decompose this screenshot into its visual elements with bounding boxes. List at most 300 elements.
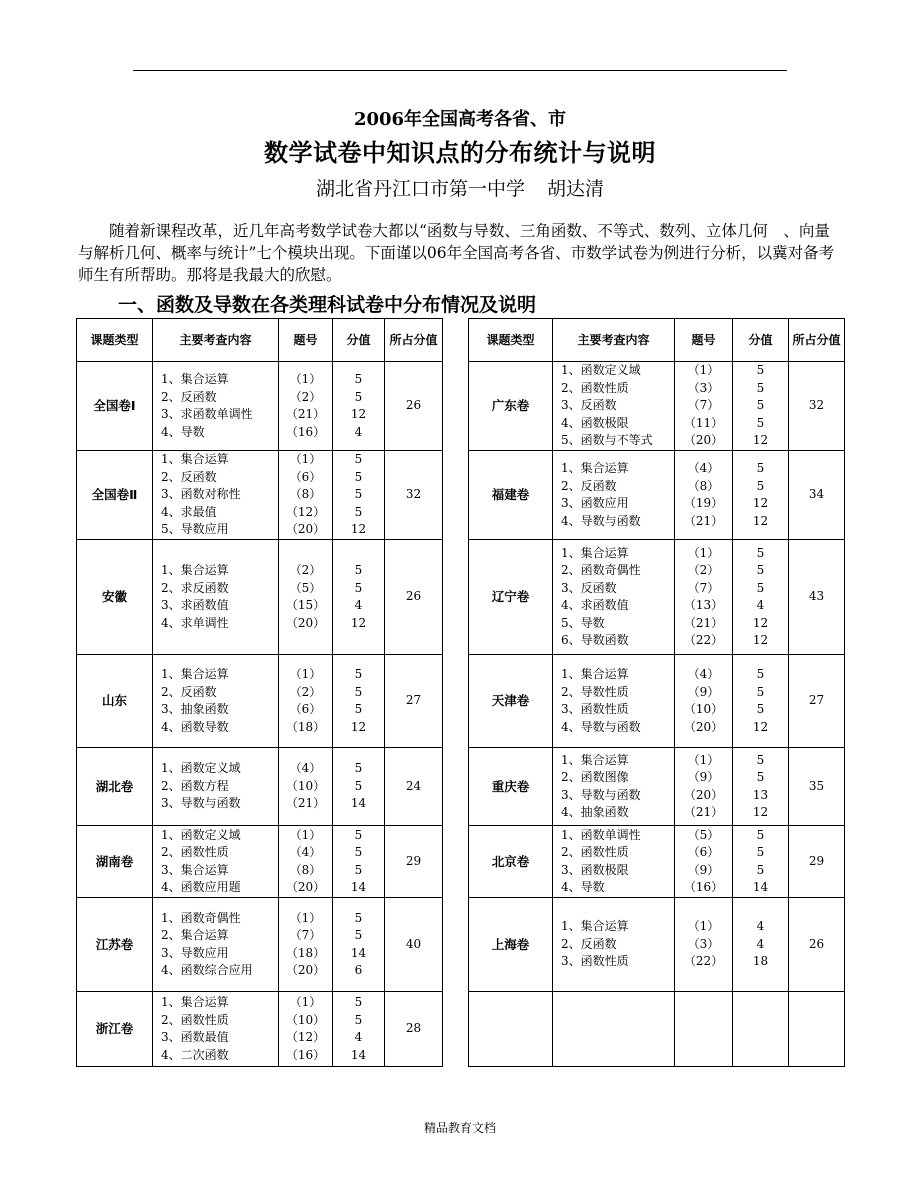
empty-cell-right (789, 992, 845, 1067)
score-list-right (733, 826, 789, 898)
score-list-left-line: 12 (350, 522, 367, 537)
section-title: 一、函数及导数在各类理科试卷中分布情况及说明 (118, 294, 537, 316)
content-list-right (553, 451, 675, 540)
score-list-left (333, 898, 385, 992)
number-list-left-line: （1） (289, 827, 322, 842)
content-list-right-line: 2、函数图像 (561, 770, 629, 784)
score-list-left-line: 5 (354, 469, 363, 484)
score-list-left (333, 362, 385, 451)
intro-paragraph: 随着新课程改革，近几年高考数学试卷大都以“函数与导数、三角函数、不等式、数列、立体几何 、向量与解析几何、概率与统计”七个模块出现。下面谨以06年全国高考各省、市数学试卷为例进行分析，以冀对备考师生有所帮助。那将是我最大的欣慰。 (78, 222, 835, 284)
number-list-left-line: （20） (285, 615, 326, 630)
score-list-right (733, 655, 789, 748)
score-list-left-line: 14 (350, 1047, 367, 1062)
score-list-right-line: 4 (756, 919, 765, 934)
score-list-left-line: 5 (354, 827, 363, 842)
number-list-left-line: （10） (285, 778, 326, 793)
header-rule (133, 70, 787, 71)
content-list-right-line: 2、函数性质 (561, 380, 629, 395)
number-list-right-line: （13） (683, 598, 724, 612)
table-header-row (77, 319, 845, 362)
score-list-left-line: 14 (350, 796, 367, 811)
total-score-left: 29 (385, 826, 443, 898)
score-list-right-line: 4 (756, 936, 765, 951)
number-list-left-line: （1） (289, 372, 322, 386)
score-list-left (333, 992, 385, 1067)
number-list-left (279, 826, 333, 898)
score-list-left (333, 451, 385, 540)
score-list-right-line: 4 (756, 598, 765, 612)
paper-name-left: 安徽 (77, 540, 153, 655)
score-list-right-line: 12 (752, 513, 769, 528)
empty-cell-right (469, 992, 553, 1067)
number-list-left-line: （5） (289, 580, 322, 595)
number-list-right-line: （6） (687, 845, 720, 859)
content-list-right-line: 4、函数极限 (561, 415, 629, 430)
total-score-left: 40 (385, 898, 443, 992)
table-gap (443, 898, 469, 992)
number-list-left-line: （12） (285, 504, 326, 519)
content-list-left-line: 3、求函数值 (161, 598, 229, 612)
content-list-left-line: 1、集合运算 (161, 452, 229, 467)
header-score: 分值 (333, 319, 385, 362)
paper-name-right: 辽宁卷 (469, 540, 553, 655)
content-list-right-line: 1、集合运算 (561, 461, 629, 475)
content-list-left (153, 748, 279, 826)
score-list-right-line: 5 (756, 770, 765, 784)
paper-name-left: 全国卷Ⅰ (77, 362, 153, 451)
table-row (77, 748, 845, 826)
content-list-left (153, 451, 279, 540)
score-list-right-line: 5 (756, 380, 765, 395)
number-list-left-line: （18） (285, 945, 326, 960)
content-list-right-line: 4、求函数值 (561, 598, 629, 612)
content-list-left-line: 3、函数对称性 (161, 487, 241, 502)
number-list-left (279, 748, 333, 826)
content-list-right (553, 655, 675, 748)
score-list-left (333, 748, 385, 826)
score-list-left (333, 540, 385, 655)
content-list-right-line: 3、函数性质 (561, 954, 629, 969)
content-list-right-line: 3、反函数 (561, 398, 617, 413)
content-list-right-line: 2、函数奇偶性 (561, 563, 641, 577)
score-list-right-line: 12 (752, 433, 769, 448)
number-list-right-line: （20） (683, 433, 724, 448)
number-list-left (279, 992, 333, 1067)
content-list-right-line: 6、导数函数 (561, 633, 629, 647)
score-list-right-line: 14 (752, 880, 769, 894)
header-score-right: 分值 (733, 319, 789, 362)
content-list-right-line: 1、集合运算 (561, 545, 629, 560)
table-row (77, 655, 845, 748)
score-list-right-line: 5 (756, 461, 765, 475)
number-list-left (279, 898, 333, 992)
content-list-left-line: 1、集合运算 (161, 372, 229, 386)
total-score-left: 26 (385, 540, 443, 655)
header-share-right: 所占分值 (789, 319, 845, 362)
empty-cell-right (553, 992, 675, 1067)
title-line-1: 2006年全国高考各省、市 (353, 109, 567, 130)
number-list-left-line: （7） (289, 928, 322, 942)
number-list-right-line: （7） (687, 580, 720, 595)
score-list-right-line: 12 (752, 719, 769, 734)
score-list-left-line: 12 (350, 615, 367, 630)
score-list-right-line: 12 (752, 633, 769, 647)
table-gap (443, 992, 469, 1067)
content-list-left-line: 4、二次函数 (161, 1047, 229, 1062)
content-list-left-line: 1、集合运算 (161, 563, 229, 577)
score-list-left-line: 14 (350, 945, 367, 960)
total-score-left: 26 (385, 362, 443, 451)
total-score-right: 43 (789, 540, 845, 655)
table-row (77, 540, 845, 655)
score-list-right-line: 12 (752, 805, 769, 819)
content-list-left-line: 2、函数方程 (161, 778, 229, 793)
number-list-left-line: （16） (285, 1047, 326, 1062)
paper-name-right: 北京卷 (469, 826, 553, 898)
table-row (77, 362, 845, 451)
header-content: 主要考查内容 (153, 319, 279, 362)
paper-name-right: 上海卷 (469, 898, 553, 992)
empty-cell-right (675, 992, 733, 1067)
score-list-right-line: 5 (756, 702, 765, 716)
score-list-right-line: 5 (756, 667, 765, 681)
content-list-right-line: 2、反函数 (561, 478, 617, 493)
score-list-left-line: 5 (354, 563, 363, 577)
total-score-right: 32 (789, 362, 845, 451)
number-list-left-line: （2） (289, 389, 322, 404)
number-list-left-line: （8） (289, 487, 322, 502)
score-list-right (733, 748, 789, 826)
content-list-left-line: 4、函数导数 (161, 719, 229, 734)
number-list-left-line: （20） (285, 880, 326, 894)
content-list-left-line: 1、集合运算 (161, 995, 229, 1009)
score-list-right-line: 12 (752, 496, 769, 510)
content-list-left (153, 540, 279, 655)
score-list-left-line: 5 (354, 778, 363, 793)
score-list-left (333, 826, 385, 898)
content-list-left-line: 4、求单调性 (161, 615, 229, 630)
header-number: 题号 (279, 319, 333, 362)
total-score-left: 32 (385, 451, 443, 540)
paper-name-left: 浙江卷 (77, 992, 153, 1067)
content-list-left-line: 3、抽象函数 (161, 702, 229, 716)
number-list-right (675, 655, 733, 748)
score-list-left-line: 4 (354, 598, 363, 612)
paper-name-left: 山东 (77, 655, 153, 748)
content-list-left-line: 4、函数综合应用 (161, 963, 253, 977)
score-list-left-line: 4 (354, 424, 363, 439)
score-list-left-line: 4 (354, 1030, 363, 1044)
table-gap (443, 748, 469, 826)
content-list-right (553, 826, 675, 898)
number-list-right (675, 451, 733, 540)
paper-name-right: 广东卷 (469, 362, 553, 451)
number-list-left-line: （10） (285, 1012, 326, 1027)
score-list-left-line: 5 (354, 995, 363, 1009)
score-list-right-line: 5 (756, 845, 765, 859)
content-list-right-line: 3、函数性质 (561, 702, 629, 716)
total-score-left: 27 (385, 655, 443, 748)
number-list-right-line: （10） (683, 702, 724, 716)
content-list-left-line: 2、反函数 (161, 469, 217, 484)
score-list-right-line: 5 (756, 415, 765, 430)
author-name: 胡达清 (547, 178, 605, 200)
number-list-right-line: （4） (687, 667, 720, 681)
paper-name-left: 湖南卷 (77, 826, 153, 898)
content-list-right-line: 2、导数性质 (561, 684, 629, 699)
number-list-right-line: （5） (687, 827, 720, 842)
content-list-left-line: 3、集合运算 (161, 862, 229, 877)
number-list-left (279, 362, 333, 451)
score-list-left-line: 5 (354, 452, 363, 467)
number-list-right-line: （22） (683, 954, 724, 969)
score-list-left-line: 5 (354, 702, 363, 716)
number-list-right-line: （3） (687, 936, 720, 951)
content-list-left-line: 4、函数应用题 (161, 880, 241, 894)
total-score-right: 34 (789, 451, 845, 540)
score-list-left-line: 6 (354, 963, 363, 977)
score-list-right-line: 12 (752, 615, 769, 630)
content-list-left-line: 1、函数奇偶性 (161, 910, 241, 925)
number-list-right-line: （3） (687, 380, 720, 395)
number-list-left (279, 451, 333, 540)
number-list-right-line: （1） (687, 545, 720, 560)
number-list-right-line: （21） (683, 805, 724, 819)
score-list-left-line: 5 (354, 1012, 363, 1027)
score-list-right (733, 540, 789, 655)
score-list-right (733, 451, 789, 540)
content-list-right-line: 2、反函数 (561, 936, 617, 951)
number-list-left-line: （1） (289, 452, 322, 467)
score-list-right (733, 898, 789, 992)
number-list-left-line: （4） (289, 761, 322, 776)
number-list-left-line: （16） (285, 424, 326, 439)
number-list-right-line: （8） (687, 478, 720, 493)
score-list-left-line: 5 (354, 372, 363, 386)
score-list-right-line: 5 (756, 684, 765, 699)
number-list-left-line: （20） (285, 522, 326, 537)
number-list-right-line: （4） (687, 461, 720, 475)
author-line (0, 176, 920, 202)
score-list-right (733, 362, 789, 451)
number-list-right-line: （9） (687, 862, 720, 877)
number-list-right-line: （11） (683, 415, 724, 430)
content-list-right-line: 4、导数与函数 (561, 719, 641, 734)
score-list-left-line: 5 (354, 910, 363, 925)
number-list-left-line: （2） (289, 563, 322, 577)
table-row (77, 992, 845, 1067)
table-gap (443, 826, 469, 898)
total-score-left: 24 (385, 748, 443, 826)
total-score-right: 35 (789, 748, 845, 826)
table-gap (443, 655, 469, 748)
number-list-right-line: （2） (687, 563, 720, 577)
number-list-left-line: （1） (289, 910, 322, 925)
number-list-left-line: （21） (285, 796, 326, 811)
number-list-left-line: （18） (285, 719, 326, 734)
table-gap (443, 362, 469, 451)
content-list-right (553, 540, 675, 655)
total-score-right: 26 (789, 898, 845, 992)
content-list-left-line: 1、函数定义域 (161, 761, 241, 776)
table-gap (443, 540, 469, 655)
content-list-left (153, 826, 279, 898)
number-list-right-line: （21） (683, 513, 724, 528)
header-number-right: 题号 (675, 319, 733, 362)
content-list-right-line: 3、导数与函数 (561, 787, 641, 802)
number-list-right-line: （7） (687, 398, 720, 413)
number-list-left-line: （21） (285, 407, 326, 421)
score-list-right-line: 5 (756, 478, 765, 493)
content-list-left (153, 362, 279, 451)
score-list-right-line: 5 (756, 580, 765, 595)
score-list-right-line: 5 (756, 398, 765, 413)
content-list-right-line: 3、函数应用 (561, 496, 629, 510)
score-list-left-line: 5 (354, 761, 363, 776)
number-list-right-line: （9） (687, 770, 720, 784)
paper-name-left: 江苏卷 (77, 898, 153, 992)
number-list-right-line: （1） (687, 363, 720, 378)
header-share: 所占分值 (385, 319, 443, 362)
score-list-left-line: 5 (354, 487, 363, 502)
content-list-left (153, 655, 279, 748)
number-list-right (675, 748, 733, 826)
number-list-left-line: （20） (285, 963, 326, 977)
total-score-right: 29 (789, 826, 845, 898)
content-list-left-line: 1、函数定义域 (161, 827, 241, 842)
content-list-right-line: 1、集合运算 (561, 667, 629, 681)
content-list-right-line: 4、抽象函数 (561, 805, 629, 819)
content-list-right-line: 2、函数性质 (561, 845, 629, 859)
paper-name-right: 福建卷 (469, 451, 553, 540)
table-row (77, 898, 845, 992)
score-list-right-line: 5 (756, 827, 765, 842)
header-content-right: 主要考查内容 (553, 319, 675, 362)
number-list-left-line: （6） (289, 469, 322, 484)
score-list-left-line: 5 (354, 389, 363, 404)
number-list-left-line: （12） (285, 1030, 326, 1044)
distribution-table (76, 318, 845, 1067)
paper-name-left: 全国卷Ⅱ (77, 451, 153, 540)
score-list-left-line: 5 (354, 667, 363, 681)
header-type-right: 课题类型 (469, 319, 553, 362)
total-score-left: 28 (385, 992, 443, 1067)
content-list-right-line: 1、函数定义域 (561, 363, 641, 378)
content-list-right-line: 1、集合运算 (561, 752, 629, 767)
content-list-left-line: 2、集合运算 (161, 928, 229, 942)
content-list-left-line: 4、求最值 (161, 504, 217, 519)
school-name: 湖北省丹江口市第一中学 (315, 178, 525, 200)
content-list-right (553, 748, 675, 826)
header-type: 课题类型 (77, 319, 153, 362)
score-list-left-line: 14 (350, 880, 367, 894)
paper-name-left: 湖北卷 (77, 748, 153, 826)
content-list-left-line: 2、反函数 (161, 684, 217, 699)
content-list-right-line: 1、集合运算 (561, 919, 629, 934)
title-line-2: 数学试卷中知识点的分布统计与说明 (264, 138, 656, 167)
number-list-right (675, 898, 733, 992)
score-list-right-line: 5 (756, 363, 765, 378)
table-row (77, 826, 845, 898)
score-list-right-line: 5 (756, 862, 765, 877)
score-list-left-line: 5 (354, 684, 363, 699)
number-list-right-line: （1） (687, 919, 720, 934)
content-list-left-line: 2、求反函数 (161, 580, 229, 595)
score-list-left-line: 5 (354, 580, 363, 595)
empty-cell-right (733, 992, 789, 1067)
score-list-left-line: 5 (354, 862, 363, 877)
content-list-left-line: 4、导数 (161, 424, 205, 439)
number-list-left-line: （1） (289, 667, 322, 681)
content-list-right-line: 3、反函数 (561, 580, 617, 595)
score-list-left-line: 5 (354, 504, 363, 519)
number-list-right (675, 540, 733, 655)
content-list-left-line: 3、导数应用 (161, 945, 229, 960)
content-list-left-line: 2、反函数 (161, 389, 217, 404)
score-list-left-line: 5 (354, 845, 363, 859)
number-list-right-line: （21） (683, 615, 724, 630)
content-list-left-line: 1、集合运算 (161, 667, 229, 681)
table-row (77, 451, 845, 540)
content-list-left (153, 898, 279, 992)
number-list-right-line: （22） (683, 633, 724, 647)
content-list-right-line: 5、导数 (561, 615, 605, 630)
score-list-left-line: 12 (350, 719, 367, 734)
content-list-left (153, 992, 279, 1067)
number-list-right-line: （9） (687, 684, 720, 699)
number-list-left (279, 540, 333, 655)
content-list-left-line: 3、导数与函数 (161, 796, 241, 811)
number-list-right (675, 826, 733, 898)
score-list-right-line: 5 (756, 545, 765, 560)
content-list-left-line: 5、导数应用 (161, 522, 229, 537)
score-list-left-line: 12 (350, 407, 367, 421)
content-list-left-line: 2、函数性质 (161, 845, 229, 859)
content-list-right-line: 3、函数极限 (561, 862, 629, 877)
content-list-left-line: 3、求函数单调性 (161, 407, 253, 421)
content-list-right-line: 4、导数与函数 (561, 513, 641, 528)
score-list-left-line: 5 (354, 928, 363, 942)
number-list-right-line: （1） (687, 752, 720, 767)
total-score-right: 27 (789, 655, 845, 748)
table-gap (443, 451, 469, 540)
number-list-right (675, 362, 733, 451)
number-list-left-line: （6） (289, 702, 322, 716)
content-list-right (553, 898, 675, 992)
paper-name-right: 重庆卷 (469, 748, 553, 826)
score-list-left (333, 655, 385, 748)
content-list-right-line: 5、函数与不等式 (561, 433, 653, 448)
content-list-right-line: 4、导数 (561, 880, 605, 894)
page-footer: 精品教育文档 (423, 1121, 496, 1135)
score-list-right-line: 18 (752, 954, 769, 969)
number-list-left-line: （2） (289, 684, 322, 699)
number-list-left-line: （4） (289, 845, 322, 859)
table-gap (443, 319, 469, 362)
number-list-right-line: （19） (683, 496, 724, 510)
score-list-right-line: 13 (752, 787, 769, 802)
number-list-left (279, 655, 333, 748)
number-list-left-line: （1） (289, 995, 322, 1009)
number-list-right-line: （20） (683, 719, 724, 734)
number-list-left-line: （15） (285, 598, 326, 612)
number-list-right-line: （20） (683, 787, 724, 802)
paper-name-right: 天津卷 (469, 655, 553, 748)
number-list-left-line: （8） (289, 862, 322, 877)
content-list-right-line: 1、函数单调性 (561, 827, 641, 842)
content-list-left-line: 2、函数性质 (161, 1012, 229, 1027)
score-list-right-line: 5 (756, 752, 765, 767)
